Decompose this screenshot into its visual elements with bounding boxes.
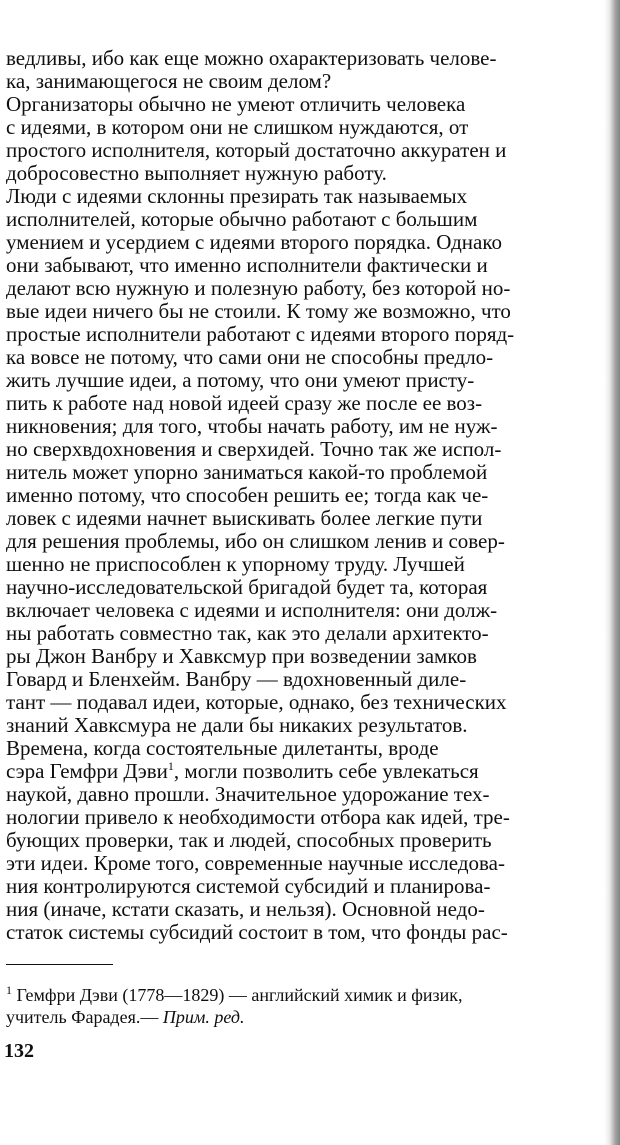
footnote-divider <box>6 964 113 965</box>
text-line: ведливы, ибо как еще можно охарактеризовать челове- <box>6 46 497 70</box>
text-line: Времена, когда состоятельные дилетанты, вроде <box>6 736 439 760</box>
text-line: ка вовсе не потому, что сами они не способны предло- <box>6 345 494 369</box>
footnote-text: учитель Фарадея.— <box>6 1007 163 1027</box>
text-line: пить к работе над новой идеей сразу же после ее воз- <box>6 391 483 415</box>
text-line: делают всю нужную и полезную работу, без которой но- <box>6 276 511 300</box>
text-line: Люди с идеями склонны презирать так называемых <box>6 184 468 208</box>
text-line: Говард и Бленхейм. Ванбру — вдохновенный диле- <box>6 667 467 691</box>
text-line: Организаторы обычно не умеют отличить человека <box>6 92 466 116</box>
text-line-with-footnote-ref <box>6 760 569 783</box>
text-line: простые исполнители работают с идеями второго поряд- <box>6 322 515 346</box>
text-line: ны работать совместно так, как это делали архитекто- <box>6 621 489 645</box>
text-line: тант — подавал идеи, которые, однако, без технических <box>6 690 507 714</box>
footnote-text: Гемфри Дэви (1778—1829) — английский химик и физик, <box>16 985 463 1005</box>
text-line: простого исполнителя, который достаточно аккуратен и <box>6 138 507 162</box>
text-line: они забывают, что именно исполнители фактически и <box>6 253 488 277</box>
text-line: наукой, давно прошли. Значительное удорожание тех- <box>6 782 490 806</box>
footnote-reference: 1 <box>167 759 174 773</box>
editor-note: Прим. ред. <box>162 1007 245 1027</box>
text-line-start: сэра Гемфри Дэви <box>6 759 168 783</box>
text-line: добросовестно выполняет нужную работу. <box>6 161 387 185</box>
text-line: включает человека с идеями и исполнителя: они долж- <box>6 598 498 622</box>
text-line: эти идеи. Кроме того, современные научные исследова- <box>6 851 505 875</box>
text-line: нитель может упорно заниматься какой-то проблемой <box>6 460 488 484</box>
text-line: ловек с идеями начнет выискивать более легкие пути <box>6 506 483 530</box>
binding-shadow <box>604 0 620 1145</box>
text-line: умением и усердием с идеями второго порядка. Однако <box>6 230 503 254</box>
text-line: бующих проверки, так и людей, способных проверить <box>6 828 492 852</box>
footnote-marker: 1 <box>6 983 12 997</box>
text-line: нологии привело к необходимости отбора как идей, тре- <box>6 805 510 829</box>
page-number: 132 <box>4 1040 34 1062</box>
text-line: для решения проблемы, ибо он слишком ленив и совер- <box>6 529 505 553</box>
text-line: жить лучшие идеи, а потому, что они умеют присту- <box>6 368 475 392</box>
text-line: с идеями, в котором они не слишком нуждаются, от <box>6 115 469 139</box>
text-line: ния (иначе, кстати сказать, и нельзя). Основной недо- <box>6 897 485 921</box>
text-line: именно потому, что способен решить ее; тогда как че- <box>6 483 489 507</box>
text-line: ка, занимающегося не своим делом? <box>6 69 332 93</box>
footnote-line <box>6 1006 569 1028</box>
text-line: исполнителей, которые обычно работают с большим <box>6 207 478 231</box>
text-line: вые идеи ничего бы не стоили. К тому же возможно, что <box>6 299 511 323</box>
text-line: статок системы субсидий состоит в том, что фонды рас- <box>6 920 508 944</box>
text-line: но сверхвдохновения и сверхидей. Точно так же испол- <box>6 437 502 461</box>
text-line: никновения; для того, чтобы начать работу, им не нуж- <box>6 414 498 438</box>
text-line: ры Джон Ванбру и Хавксмур при возведении замков <box>6 644 477 668</box>
text-line: знаний Хавксмура не дали бы никаких результатов. <box>6 713 468 737</box>
text-line: научно-исследовательской бригадой будет та, которая <box>6 575 488 599</box>
text-line-end: , могли позволить себе увлекаться <box>173 759 479 783</box>
text-line: ния контролируются системой субсидий и планирова- <box>6 874 491 898</box>
footnote-line <box>6 984 569 1006</box>
text-line: шенно не приспособлен к упорному труду. Лучшей <box>6 552 465 576</box>
